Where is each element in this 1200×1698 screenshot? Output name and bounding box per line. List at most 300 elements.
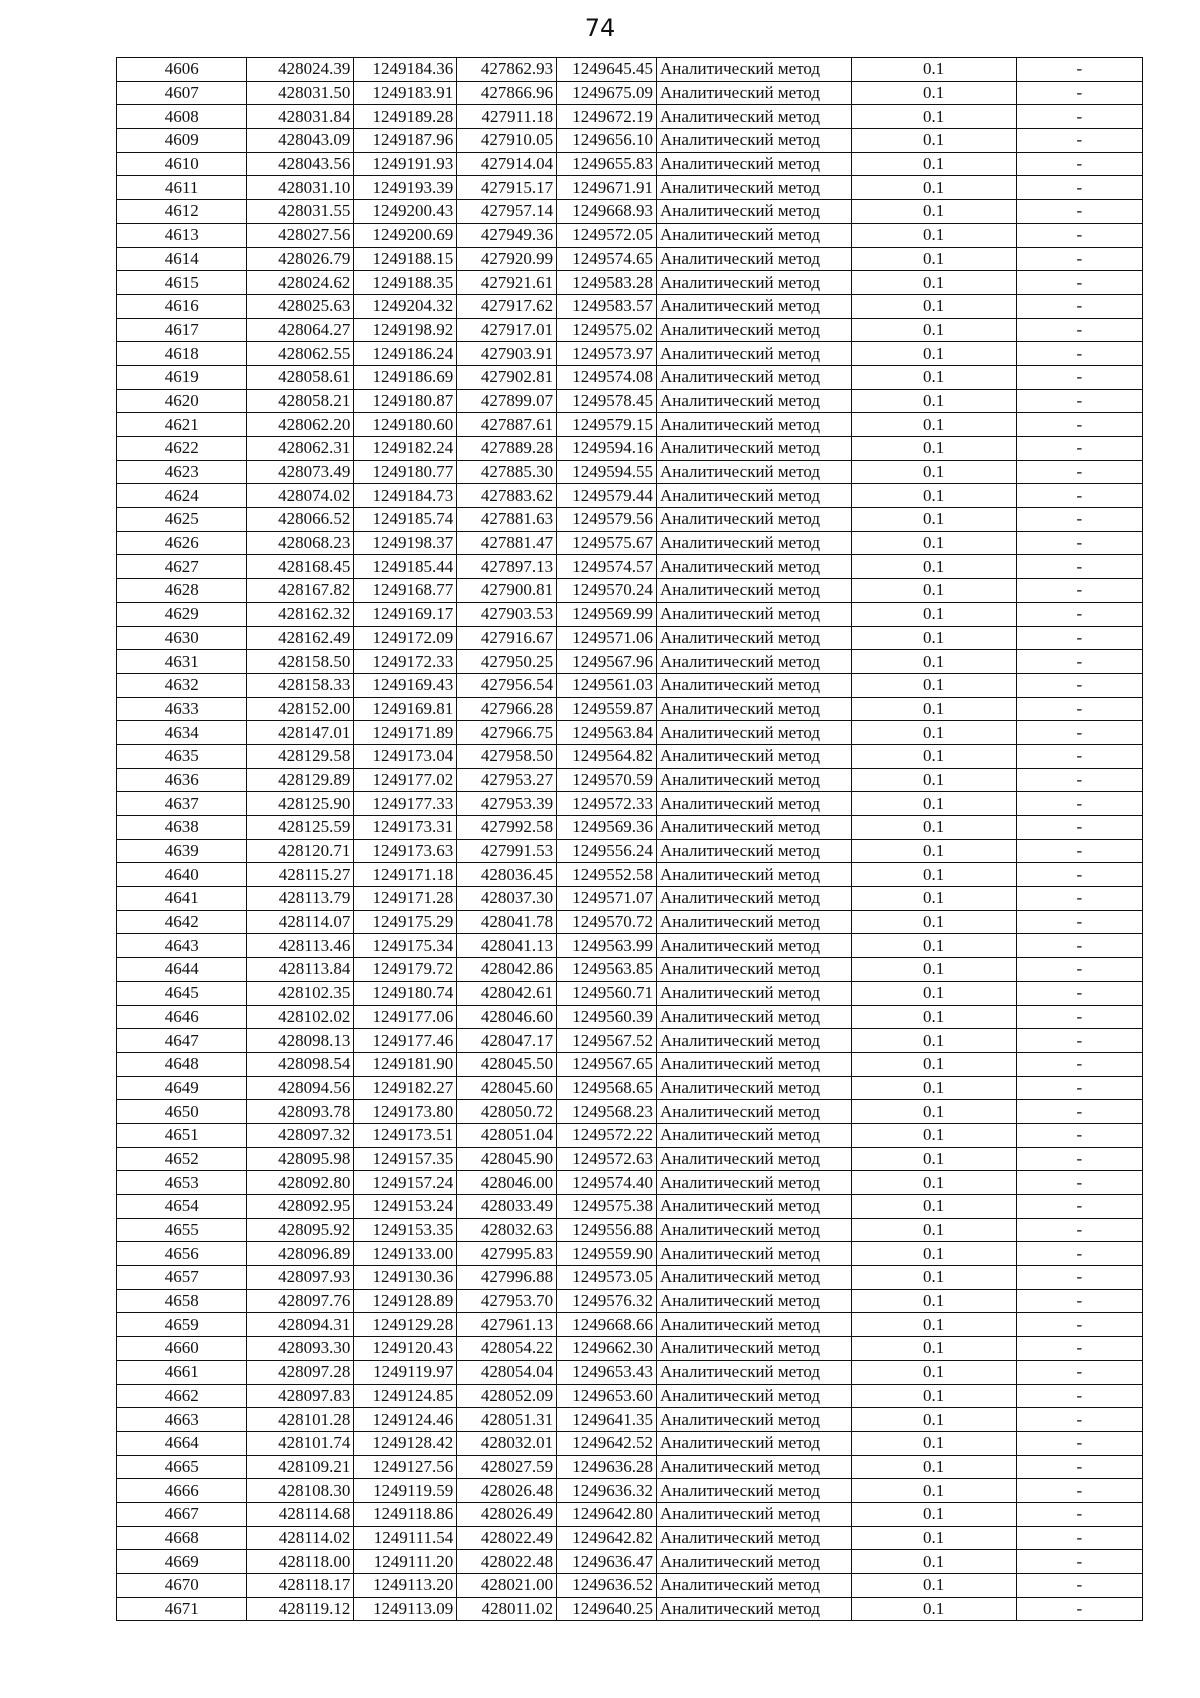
x-coordinate-cell: 428098.13 [247, 1029, 354, 1053]
y-coordinate-cell: 1249184.73 [354, 484, 457, 508]
table-row [117, 1289, 1143, 1313]
y-coordinate-cell: 1249124.85 [354, 1384, 457, 1408]
y-coordinate-cell: 1249119.97 [354, 1360, 457, 1384]
note-cell: - [1016, 887, 1142, 911]
note-cell: - [1016, 1100, 1142, 1124]
table-row [117, 1266, 1143, 1290]
x2-coordinate-cell: 427996.88 [457, 1266, 557, 1290]
y-coordinate-cell: 1249177.33 [354, 792, 457, 816]
method-cell: Аналитический метод [656, 413, 851, 437]
coordinates-table [116, 57, 1143, 1621]
method-cell: Аналитический метод [656, 768, 851, 792]
table-row [117, 839, 1143, 863]
table-row [117, 342, 1143, 366]
y-coordinate-cell: 1249173.80 [354, 1100, 457, 1124]
y-coordinate-cell: 1249179.72 [354, 958, 457, 982]
table-row [117, 1029, 1143, 1053]
x-coordinate-cell: 428129.58 [247, 744, 354, 768]
accuracy-cell: 0.1 [851, 58, 1016, 82]
x-coordinate-cell: 428125.90 [247, 792, 354, 816]
y2-coordinate-cell: 1249642.52 [557, 1431, 657, 1455]
accuracy-cell: 0.1 [851, 1195, 1016, 1219]
table-row [117, 910, 1143, 934]
accuracy-cell: 0.1 [851, 721, 1016, 745]
x2-coordinate-cell: 427953.39 [457, 792, 557, 816]
point-number-cell: 4628 [117, 579, 247, 603]
table-row [117, 1218, 1143, 1242]
note-cell: - [1016, 1384, 1142, 1408]
point-number-cell: 4660 [117, 1337, 247, 1361]
y2-coordinate-cell: 1249569.36 [557, 816, 657, 840]
y-coordinate-cell: 1249173.04 [354, 744, 457, 768]
point-number-cell: 4614 [117, 247, 247, 271]
table-row [117, 105, 1143, 129]
table-row [117, 744, 1143, 768]
table-row [117, 1574, 1143, 1598]
note-cell: - [1016, 555, 1142, 579]
y-coordinate-cell: 1249177.46 [354, 1029, 457, 1053]
method-cell: Аналитический метод [656, 602, 851, 626]
note-cell: - [1016, 1360, 1142, 1384]
x2-coordinate-cell: 427899.07 [457, 389, 557, 413]
y-coordinate-cell: 1249111.54 [354, 1526, 457, 1550]
table-row [117, 958, 1143, 982]
y2-coordinate-cell: 1249560.71 [557, 981, 657, 1005]
y-coordinate-cell: 1249185.44 [354, 555, 457, 579]
note-cell: - [1016, 271, 1142, 295]
y2-coordinate-cell: 1249556.88 [557, 1218, 657, 1242]
y2-coordinate-cell: 1249563.84 [557, 721, 657, 745]
note-cell: - [1016, 1052, 1142, 1076]
table-row [117, 1147, 1143, 1171]
accuracy-cell: 0.1 [851, 1550, 1016, 1574]
y-coordinate-cell: 1249129.28 [354, 1313, 457, 1337]
y2-coordinate-cell: 1249594.16 [557, 437, 657, 461]
note-cell: - [1016, 934, 1142, 958]
table-row [117, 81, 1143, 105]
x2-coordinate-cell: 427885.30 [457, 460, 557, 484]
x2-coordinate-cell: 428037.30 [457, 887, 557, 911]
x-coordinate-cell: 428043.56 [247, 152, 354, 176]
method-cell: Аналитический метод [656, 1242, 851, 1266]
x-coordinate-cell: 428062.55 [247, 342, 354, 366]
x2-coordinate-cell: 427916.67 [457, 626, 557, 650]
note-cell: - [1016, 81, 1142, 105]
table-row [117, 1076, 1143, 1100]
note-cell: - [1016, 365, 1142, 389]
y2-coordinate-cell: 1249573.05 [557, 1266, 657, 1290]
point-number-cell: 4623 [117, 460, 247, 484]
point-number-cell: 4627 [117, 555, 247, 579]
method-cell: Аналитический метод [656, 1029, 851, 1053]
x-coordinate-cell: 428147.01 [247, 721, 354, 745]
point-number-cell: 4626 [117, 531, 247, 555]
y-coordinate-cell: 1249175.29 [354, 910, 457, 934]
table-row [117, 152, 1143, 176]
accuracy-cell: 0.1 [851, 271, 1016, 295]
x2-coordinate-cell: 428045.90 [457, 1147, 557, 1171]
x2-coordinate-cell: 428045.50 [457, 1052, 557, 1076]
y2-coordinate-cell: 1249656.10 [557, 129, 657, 153]
point-number-cell: 4656 [117, 1242, 247, 1266]
x-coordinate-cell: 428031.50 [247, 81, 354, 105]
accuracy-cell: 0.1 [851, 1218, 1016, 1242]
accuracy-cell: 0.1 [851, 1171, 1016, 1195]
table-row [117, 1550, 1143, 1574]
note-cell: - [1016, 1029, 1142, 1053]
table-row [117, 318, 1143, 342]
y2-coordinate-cell: 1249653.60 [557, 1384, 657, 1408]
note-cell: - [1016, 1337, 1142, 1361]
accuracy-cell: 0.1 [851, 508, 1016, 532]
point-number-cell: 4608 [117, 105, 247, 129]
note-cell: - [1016, 531, 1142, 555]
note-cell: - [1016, 910, 1142, 934]
y2-coordinate-cell: 1249645.45 [557, 58, 657, 82]
method-cell: Аналитический метод [656, 1218, 851, 1242]
note-cell: - [1016, 1242, 1142, 1266]
point-number-cell: 4615 [117, 271, 247, 295]
y-coordinate-cell: 1249183.91 [354, 81, 457, 105]
method-cell: Аналитический метод [656, 958, 851, 982]
method-cell: Аналитический метод [656, 934, 851, 958]
y2-coordinate-cell: 1249574.40 [557, 1171, 657, 1195]
x2-coordinate-cell: 427953.27 [457, 768, 557, 792]
accuracy-cell: 0.1 [851, 1029, 1016, 1053]
accuracy-cell: 0.1 [851, 602, 1016, 626]
point-number-cell: 4621 [117, 413, 247, 437]
accuracy-cell: 0.1 [851, 650, 1016, 674]
method-cell: Аналитический метод [656, 1337, 851, 1361]
method-cell: Аналитический метод [656, 1289, 851, 1313]
point-number-cell: 4657 [117, 1266, 247, 1290]
note-cell: - [1016, 1408, 1142, 1432]
point-number-cell: 4666 [117, 1479, 247, 1503]
method-cell: Аналитический метод [656, 200, 851, 224]
y-coordinate-cell: 1249198.92 [354, 318, 457, 342]
accuracy-cell: 0.1 [851, 1242, 1016, 1266]
y2-coordinate-cell: 1249564.82 [557, 744, 657, 768]
note-cell: - [1016, 1502, 1142, 1526]
y2-coordinate-cell: 1249594.55 [557, 460, 657, 484]
table-row [117, 816, 1143, 840]
point-number-cell: 4631 [117, 650, 247, 674]
method-cell: Аналитический метод [656, 1005, 851, 1029]
y2-coordinate-cell: 1249552.58 [557, 863, 657, 887]
y-coordinate-cell: 1249191.93 [354, 152, 457, 176]
y-coordinate-cell: 1249193.39 [354, 176, 457, 200]
table-row [117, 176, 1143, 200]
y-coordinate-cell: 1249175.34 [354, 934, 457, 958]
y-coordinate-cell: 1249186.24 [354, 342, 457, 366]
point-number-cell: 4617 [117, 318, 247, 342]
method-cell: Аналитический метод [656, 1597, 851, 1621]
x2-coordinate-cell: 428052.09 [457, 1384, 557, 1408]
accuracy-cell: 0.1 [851, 934, 1016, 958]
accuracy-cell: 0.1 [851, 792, 1016, 816]
accuracy-cell: 0.1 [851, 129, 1016, 153]
table-row [117, 1052, 1143, 1076]
y2-coordinate-cell: 1249567.96 [557, 650, 657, 674]
x2-coordinate-cell: 427961.13 [457, 1313, 557, 1337]
y2-coordinate-cell: 1249636.28 [557, 1455, 657, 1479]
point-number-cell: 4616 [117, 294, 247, 318]
y-coordinate-cell: 1249200.43 [354, 200, 457, 224]
note-cell: - [1016, 1266, 1142, 1290]
note-cell: - [1016, 816, 1142, 840]
x2-coordinate-cell: 427920.99 [457, 247, 557, 271]
x2-coordinate-cell: 428032.01 [457, 1431, 557, 1455]
note-cell: - [1016, 1005, 1142, 1029]
y2-coordinate-cell: 1249575.02 [557, 318, 657, 342]
table-row [117, 721, 1143, 745]
x2-coordinate-cell: 427949.36 [457, 223, 557, 247]
accuracy-cell: 0.1 [851, 1597, 1016, 1621]
x2-coordinate-cell: 428054.22 [457, 1337, 557, 1361]
method-cell: Аналитический метод [656, 1526, 851, 1550]
point-number-cell: 4611 [117, 176, 247, 200]
note-cell: - [1016, 981, 1142, 1005]
y2-coordinate-cell: 1249636.32 [557, 1479, 657, 1503]
note-cell: - [1016, 744, 1142, 768]
y-coordinate-cell: 1249180.77 [354, 460, 457, 484]
note-cell: - [1016, 602, 1142, 626]
table-row [117, 887, 1143, 911]
y2-coordinate-cell: 1249571.06 [557, 626, 657, 650]
accuracy-cell: 0.1 [851, 1289, 1016, 1313]
x-coordinate-cell: 428158.33 [247, 673, 354, 697]
y-coordinate-cell: 1249177.06 [354, 1005, 457, 1029]
table-row [117, 531, 1143, 555]
x-coordinate-cell: 428025.63 [247, 294, 354, 318]
x-coordinate-cell: 428064.27 [247, 318, 354, 342]
point-number-cell: 4647 [117, 1029, 247, 1053]
x2-coordinate-cell: 427866.96 [457, 81, 557, 105]
note-cell: - [1016, 1076, 1142, 1100]
method-cell: Аналитический метод [656, 247, 851, 271]
method-cell: Аналитический метод [656, 294, 851, 318]
x2-coordinate-cell: 428054.04 [457, 1360, 557, 1384]
method-cell: Аналитический метод [656, 389, 851, 413]
table-row [117, 58, 1143, 82]
x2-coordinate-cell: 428022.48 [457, 1550, 557, 1574]
method-cell: Аналитический метод [656, 839, 851, 863]
x-coordinate-cell: 428024.39 [247, 58, 354, 82]
table-row [117, 1526, 1143, 1550]
y-coordinate-cell: 1249173.63 [354, 839, 457, 863]
accuracy-cell: 0.1 [851, 247, 1016, 271]
note-cell: - [1016, 508, 1142, 532]
x-coordinate-cell: 428094.56 [247, 1076, 354, 1100]
point-number-cell: 4658 [117, 1289, 247, 1313]
x-coordinate-cell: 428024.62 [247, 271, 354, 295]
y2-coordinate-cell: 1249567.52 [557, 1029, 657, 1053]
point-number-cell: 4648 [117, 1052, 247, 1076]
point-number-cell: 4663 [117, 1408, 247, 1432]
x2-coordinate-cell: 427911.18 [457, 105, 557, 129]
point-number-cell: 4620 [117, 389, 247, 413]
y-coordinate-cell: 1249113.09 [354, 1597, 457, 1621]
method-cell: Аналитический метод [656, 1076, 851, 1100]
point-number-cell: 4635 [117, 744, 247, 768]
y2-coordinate-cell: 1249556.24 [557, 839, 657, 863]
table-row [117, 1502, 1143, 1526]
method-cell: Аналитический метод [656, 1408, 851, 1432]
accuracy-cell: 0.1 [851, 1052, 1016, 1076]
accuracy-cell: 0.1 [851, 176, 1016, 200]
x-coordinate-cell: 428113.84 [247, 958, 354, 982]
y-coordinate-cell: 1249184.36 [354, 58, 457, 82]
table-row [117, 413, 1143, 437]
table-row [117, 626, 1143, 650]
point-number-cell: 4646 [117, 1005, 247, 1029]
x2-coordinate-cell: 428033.49 [457, 1195, 557, 1219]
y2-coordinate-cell: 1249571.07 [557, 887, 657, 911]
note-cell: - [1016, 413, 1142, 437]
y-coordinate-cell: 1249173.31 [354, 816, 457, 840]
note-cell: - [1016, 129, 1142, 153]
method-cell: Аналитический метод [656, 744, 851, 768]
x2-coordinate-cell: 427903.91 [457, 342, 557, 366]
y-coordinate-cell: 1249198.37 [354, 531, 457, 555]
accuracy-cell: 0.1 [851, 389, 1016, 413]
y-coordinate-cell: 1249168.77 [354, 579, 457, 603]
table-row [117, 1171, 1143, 1195]
y2-coordinate-cell: 1249672.19 [557, 105, 657, 129]
x2-coordinate-cell: 428011.02 [457, 1597, 557, 1621]
y2-coordinate-cell: 1249574.08 [557, 365, 657, 389]
x2-coordinate-cell: 428022.49 [457, 1526, 557, 1550]
y-coordinate-cell: 1249169.17 [354, 602, 457, 626]
note-cell: - [1016, 1289, 1142, 1313]
accuracy-cell: 0.1 [851, 863, 1016, 887]
point-number-cell: 4662 [117, 1384, 247, 1408]
x2-coordinate-cell: 427917.62 [457, 294, 557, 318]
accuracy-cell: 0.1 [851, 1123, 1016, 1147]
point-number-cell: 4667 [117, 1502, 247, 1526]
accuracy-cell: 0.1 [851, 626, 1016, 650]
y2-coordinate-cell: 1249641.35 [557, 1408, 657, 1432]
table-body [117, 58, 1143, 1621]
y2-coordinate-cell: 1249636.47 [557, 1550, 657, 1574]
y2-coordinate-cell: 1249575.67 [557, 531, 657, 555]
accuracy-cell: 0.1 [851, 1100, 1016, 1124]
x-coordinate-cell: 428073.49 [247, 460, 354, 484]
x-coordinate-cell: 428097.83 [247, 1384, 354, 1408]
note-cell: - [1016, 673, 1142, 697]
y2-coordinate-cell: 1249572.22 [557, 1123, 657, 1147]
table-row [117, 389, 1143, 413]
y-coordinate-cell: 1249153.35 [354, 1218, 457, 1242]
method-cell: Аналитический метод [656, 1123, 851, 1147]
point-number-cell: 4669 [117, 1550, 247, 1574]
note-cell: - [1016, 1431, 1142, 1455]
point-number-cell: 4610 [117, 152, 247, 176]
accuracy-cell: 0.1 [851, 484, 1016, 508]
method-cell: Аналитический метод [656, 1360, 851, 1384]
y-coordinate-cell: 1249133.00 [354, 1242, 457, 1266]
x2-coordinate-cell: 427881.63 [457, 508, 557, 532]
method-cell: Аналитический метод [656, 816, 851, 840]
x2-coordinate-cell: 428042.86 [457, 958, 557, 982]
y-coordinate-cell: 1249177.02 [354, 768, 457, 792]
point-number-cell: 4607 [117, 81, 247, 105]
x-coordinate-cell: 428113.79 [247, 887, 354, 911]
y2-coordinate-cell: 1249578.45 [557, 389, 657, 413]
table-row [117, 1597, 1143, 1621]
page-number: 74 [584, 14, 616, 42]
y-coordinate-cell: 1249124.46 [354, 1408, 457, 1432]
table-row [117, 1195, 1143, 1219]
x-coordinate-cell: 428031.10 [247, 176, 354, 200]
note-cell: - [1016, 437, 1142, 461]
x-coordinate-cell: 428108.30 [247, 1479, 354, 1503]
method-cell: Аналитический метод [656, 1171, 851, 1195]
note-cell: - [1016, 294, 1142, 318]
accuracy-cell: 0.1 [851, 744, 1016, 768]
x2-coordinate-cell: 427995.83 [457, 1242, 557, 1266]
y-coordinate-cell: 1249186.69 [354, 365, 457, 389]
y2-coordinate-cell: 1249563.85 [557, 958, 657, 982]
y-coordinate-cell: 1249185.74 [354, 508, 457, 532]
point-number-cell: 4633 [117, 697, 247, 721]
y2-coordinate-cell: 1249561.03 [557, 673, 657, 697]
y2-coordinate-cell: 1249572.33 [557, 792, 657, 816]
y-coordinate-cell: 1249181.90 [354, 1052, 457, 1076]
x2-coordinate-cell: 428026.48 [457, 1479, 557, 1503]
y2-coordinate-cell: 1249567.65 [557, 1052, 657, 1076]
table-row [117, 200, 1143, 224]
y-coordinate-cell: 1249189.28 [354, 105, 457, 129]
x-coordinate-cell: 428097.76 [247, 1289, 354, 1313]
table-row [117, 768, 1143, 792]
x2-coordinate-cell: 428041.13 [457, 934, 557, 958]
table-row [117, 508, 1143, 532]
x2-coordinate-cell: 428021.00 [457, 1574, 557, 1598]
x2-coordinate-cell: 427957.14 [457, 200, 557, 224]
point-number-cell: 4622 [117, 437, 247, 461]
y-coordinate-cell: 1249113.20 [354, 1574, 457, 1598]
x-coordinate-cell: 428129.89 [247, 768, 354, 792]
point-number-cell: 4630 [117, 626, 247, 650]
x2-coordinate-cell: 428046.60 [457, 1005, 557, 1029]
x-coordinate-cell: 428058.21 [247, 389, 354, 413]
point-number-cell: 4645 [117, 981, 247, 1005]
x2-coordinate-cell: 427956.54 [457, 673, 557, 697]
method-cell: Аналитический метод [656, 792, 851, 816]
x-coordinate-cell: 428101.74 [247, 1431, 354, 1455]
y-coordinate-cell: 1249169.81 [354, 697, 457, 721]
y-coordinate-cell: 1249180.60 [354, 413, 457, 437]
method-cell: Аналитический метод [656, 1550, 851, 1574]
table-row [117, 1005, 1143, 1029]
y-coordinate-cell: 1249128.42 [354, 1431, 457, 1455]
point-number-cell: 4609 [117, 129, 247, 153]
x-coordinate-cell: 428167.82 [247, 579, 354, 603]
x2-coordinate-cell: 428045.60 [457, 1076, 557, 1100]
y-coordinate-cell: 1249171.18 [354, 863, 457, 887]
x2-coordinate-cell: 427966.28 [457, 697, 557, 721]
method-cell: Аналитический метод [656, 437, 851, 461]
x-coordinate-cell: 428031.84 [247, 105, 354, 129]
x-coordinate-cell: 428097.28 [247, 1360, 354, 1384]
note-cell: - [1016, 1550, 1142, 1574]
x-coordinate-cell: 428097.93 [247, 1266, 354, 1290]
x2-coordinate-cell: 427862.93 [457, 58, 557, 82]
x-coordinate-cell: 428074.02 [247, 484, 354, 508]
x-coordinate-cell: 428109.21 [247, 1455, 354, 1479]
x2-coordinate-cell: 427921.61 [457, 271, 557, 295]
